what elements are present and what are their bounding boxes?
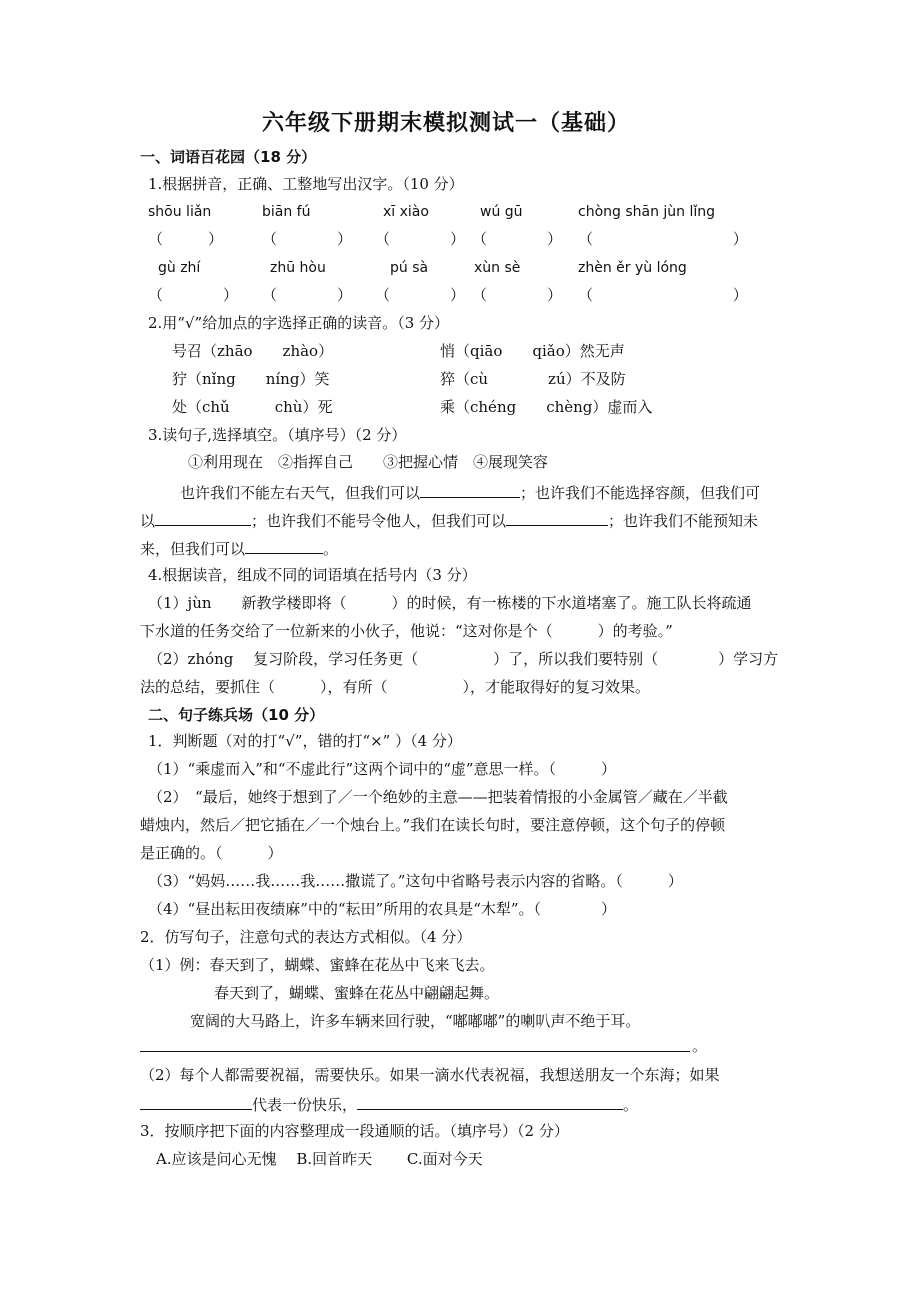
answer-paren[interactable]: （ ）	[148, 230, 224, 248]
question-prompt: 2．仿写句子，注意句式的表达方式相似。（4 分）	[140, 928, 472, 946]
text: ；也许我们不能号令他人，但我们可以	[251, 512, 507, 530]
question-prompt: 1．判断题（对的打“√”，错的打“×” ）（4 分）	[148, 732, 462, 750]
question-prompt: 4.根据读音，组成不同的词语填在括号内（3 分）	[148, 566, 477, 584]
fill-blank[interactable]	[140, 1093, 252, 1110]
reading-choice: 处（chǔ chù）死	[172, 398, 333, 416]
example-line: （1）例：春天到了，蝴蝶、蜜蜂在花丛中飞来飞去。	[140, 956, 495, 974]
option-list: ①利用现在 ②指挥自己 ③把握心情 ④展现笑容	[188, 453, 549, 471]
paragraph-line	[180, 481, 760, 503]
fill-blank[interactable]	[155, 509, 251, 526]
answer-paren[interactable]: （ ）	[375, 230, 466, 248]
text: 代表一份快乐，	[252, 1096, 358, 1114]
pinyin-item: pú sà	[390, 260, 429, 276]
reading-choice: 乘（chéng chèng）虚而入	[440, 398, 653, 416]
judgement-item: （4）“昼出耘田夜绩麻”中的“耘田”所用的农具是“木犁”。（ ）	[148, 900, 617, 918]
question-prompt: 3．按顺序把下面的内容整理成一段通顺的话。（填序号）（2 分）	[140, 1122, 569, 1140]
text: ；也许我们不能预知未	[608, 512, 759, 530]
paragraph-line: （2）每个人都需要祝福，需要快乐。如果一滴水代表祝福，我想送朋友一个东海；如果	[140, 1066, 720, 1084]
question-prompt: 3.读句子,选择填空。（填序号）（2 分）	[148, 426, 407, 444]
paragraph-line: （2）zhóng 复习阶段，学习任务更（ ）了，所以我们要特别（ ）学习方	[148, 650, 779, 668]
text: 以	[140, 512, 156, 530]
judgement-item: 蜡烛内，然后／把它插在／一个烛台上。”我们在读长句时，要注意停顿，这个句子的停顿	[140, 816, 726, 834]
answer-paren[interactable]: （ ）	[262, 286, 353, 304]
reading-choice: 号召（zhāo zhào）	[172, 342, 334, 360]
example-line: 宽阔的大马路上，许多车辆来回行驶，“嘟嘟嘟”的喇叭声不绝于耳。	[190, 1012, 641, 1030]
answer-paren[interactable]: （ ）	[578, 286, 748, 304]
paragraph-line	[140, 1093, 638, 1115]
reading-choice: 悄（qiāo qiǎo）然无声	[440, 342, 625, 360]
pinyin-item: chòng shān jùn lǐng	[578, 204, 716, 220]
fill-blank[interactable]	[420, 481, 520, 498]
fill-blank[interactable]	[245, 537, 323, 554]
pinyin-item: xī xiào	[383, 204, 429, 220]
pinyin-item: wú gū	[480, 204, 523, 220]
paragraph-line: （1）jùn 新教学楼即将（ ）的时候，有一栋楼的下水道堵塞了。施工队长将疏通	[148, 594, 752, 612]
answer-paren[interactable]: （ ）	[262, 230, 353, 248]
question-prompt: 1.根据拼音，正确、工整地写出汉字。（10 分）	[148, 175, 464, 193]
paragraph-line	[140, 509, 758, 531]
answer-paren[interactable]: （ ）	[578, 230, 748, 248]
period: 。	[692, 1037, 708, 1055]
section-heading: 一、词语百花园（18 分）	[140, 148, 317, 166]
pinyin-item: zhū hòu	[270, 260, 326, 276]
page-title: 六年级下册期末模拟测试一（基础）	[262, 110, 631, 136]
paragraph-line: 下水道的任务交给了一位新来的小伙子，他说：“这对你是个（ ）的考验。”	[140, 622, 673, 640]
fill-blank[interactable]	[357, 1093, 623, 1110]
text: ；也许我们不能选择容颜，但我们可	[520, 484, 761, 502]
text: 也许我们不能左右天气，但我们可以	[180, 484, 421, 502]
text: 来，但我们可以	[140, 540, 246, 558]
pinyin-item: zhèn ěr yù lóng	[578, 260, 687, 276]
text: 。	[623, 1096, 639, 1114]
question-prompt: 2.用“√”给加点的字选择正确的读音。（3 分）	[148, 314, 450, 332]
paragraph-line: 法的总结，要抓住（ ），有所（ ），才能取得好的复习效果。	[140, 678, 651, 696]
pinyin-item: shōu liǎn	[148, 204, 212, 220]
pinyin-item: biān fú	[262, 204, 311, 220]
reading-choice: 猝（cù zú）不及防	[440, 370, 626, 388]
reading-choice: 狞（nǐng níng）笑	[172, 370, 330, 388]
text: 。	[323, 540, 339, 558]
judgement-item: 是正确的。（ ）	[140, 844, 283, 862]
pinyin-item: gù zhí	[158, 260, 201, 276]
judgement-item: （2） “最后，她终于想到了／一个绝妙的主意——把装着情报的小金属管／藏在／半截	[148, 788, 728, 806]
answer-paren[interactable]: （ ）	[472, 230, 563, 248]
judgement-item: （1）“乘虚而入”和“不虚此行”这两个词中的“虚”意思一样。（ ）	[148, 760, 617, 778]
judgement-item: （3）“妈妈……我……我……撒谎了。”这句中省略号表示内容的省略。（ ）	[148, 872, 683, 890]
example-line: 春天到了，蝴蝶、蜜蜂在花丛中翩翩起舞。	[214, 984, 500, 1002]
paragraph-line	[140, 537, 338, 559]
answer-line[interactable]	[140, 1051, 690, 1052]
option-list: A.应该是问心无愧 B.回首昨天 C.面对今天	[156, 1150, 483, 1168]
fill-blank[interactable]	[506, 509, 608, 526]
pinyin-item: xùn sè	[474, 260, 521, 276]
section-heading: 二、句子练兵场（10 分）	[148, 706, 325, 724]
answer-paren[interactable]: （ ）	[148, 286, 239, 304]
answer-paren[interactable]: （ ）	[375, 286, 466, 304]
answer-paren[interactable]: （ ）	[472, 286, 563, 304]
